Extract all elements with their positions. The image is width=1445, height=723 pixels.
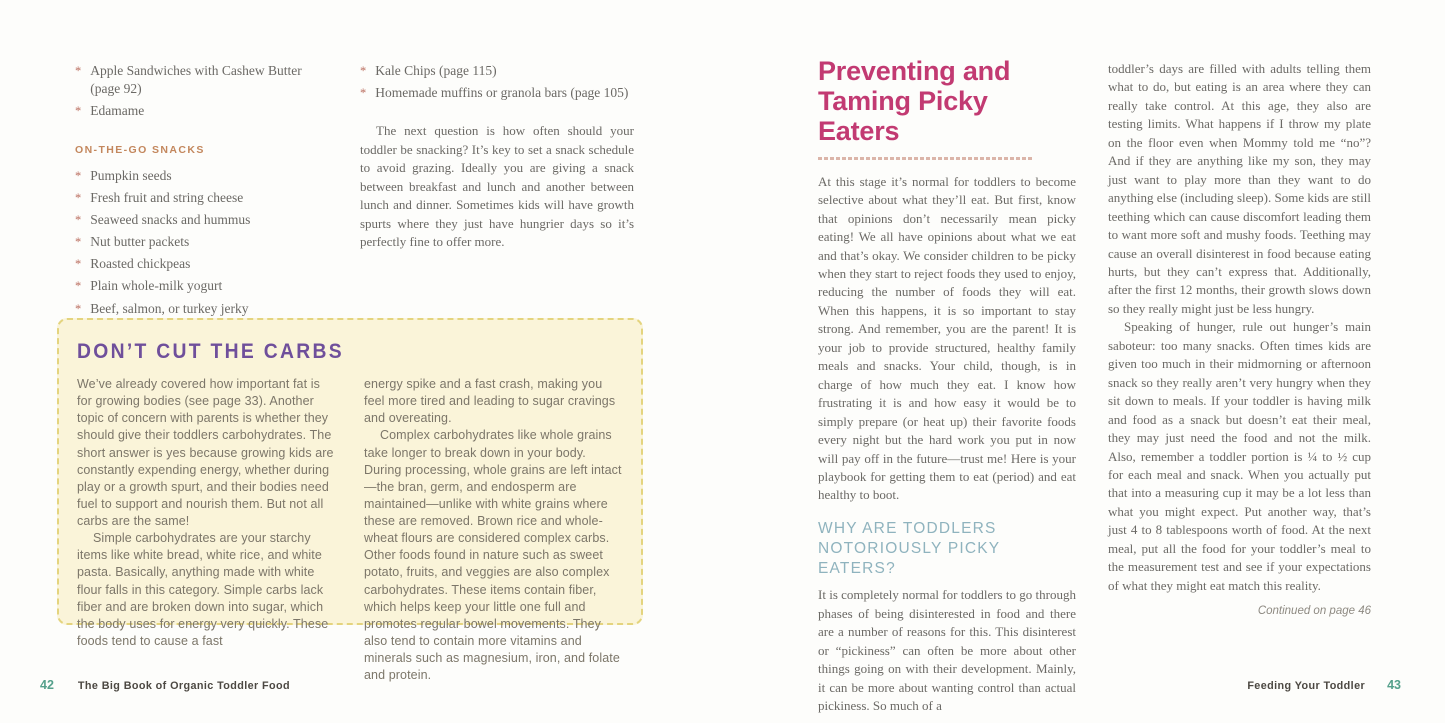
list-item [360, 62, 634, 80]
list-item-text: Apple Sandwiches with Cashew Butter (page 92) [90, 63, 302, 96]
left-page-number: 42 [40, 678, 54, 692]
carb-box-columns [77, 376, 623, 684]
carb-box-paragraph: Complex carbohydrates like whole grains take longer to break down in your body. During processing, whole grains are left intact—the bran, germ, and endosperm are maintained—unlike with white grains where these are removed. Brown rice and whole-wheat flours are considered complex carbs. Other foods found in nature such as sweet potato, fruits, and veggies are also complex carbohydrates. These items contain fiber, which helps keep your little one full and promotes regular bowel movements. They also tend to contain more vitamins and minerals such as magnesium, iron, and folate and protein. [364, 428, 622, 683]
list-item [360, 84, 634, 102]
continued-note: Continued on page 46 [1257, 605, 1371, 618]
asterisk-bullet-icon: * [360, 64, 367, 78]
list-item [75, 62, 333, 98]
section-heading [818, 56, 1076, 147]
right-page-column-1 [818, 56, 1076, 716]
carb-box-column-2 [364, 376, 623, 684]
asterisk-bullet-icon: * [75, 235, 82, 250]
list-item [75, 233, 333, 251]
list-item [75, 102, 333, 120]
list-item [75, 255, 333, 273]
hunger-snacks-paragraph: Speaking of hunger, rule out hunger’s main saboteur: too many snacks. Often times kids are given too much in their midmorning or afternoon snack so they really aren’t very hungry when they sit down to meals. If your toddler is having milk and food as a snack but doesn’t eat their meal, they may just need the food and not the milk. Also, remember a toddler portion is ¼ to ½ cup for each meal and snack. When you actually put that into a measuring cup it may be a lot less than what you might expect. Put another way, that’s just 4 to 8 tablespoons worth of food. At the next meal, put all the food for your toddler’s meal to the measurement test and see if your expectations of what they might eat match this reality. [1108, 319, 1371, 593]
left-page-column-1 [75, 62, 333, 322]
asterisk-bullet-icon: * [75, 64, 82, 78]
carb-box-title: DON’T CUT THE CARBS [77, 340, 344, 363]
list-item [75, 211, 333, 229]
asterisk-bullet-icon: * [75, 279, 82, 294]
right-page-footer [1247, 678, 1401, 692]
stitched-underline [818, 157, 1032, 160]
on-the-go-snacks-heading: ON-THE-GO SNACKS [75, 143, 205, 156]
asterisk-bullet-icon: * [75, 103, 82, 118]
section-heading-line-2: Taming Picky Eaters [818, 86, 988, 147]
asterisk-bullet-icon: * [75, 168, 82, 183]
asterisk-bullet-icon: * [75, 213, 82, 227]
toddler-control-paragraph: toddler’s days are filled with adults telling them what to do, but eating is an area where they can really take control. At this age, they also are testing limits. What happens if I throw my plate on the floor even when Mommy told me “no”? And if they are anything like my son, they may just want to play more than they want to do anything else (including sleep). Some kids are still teething which can cause discomfort leading them to want more soft and mushy foods. Teething may cause an overall disinterest in food because eating hurts, but they can’t express that. Additionally, after the first 12 months, their growth slows down so they really might just be less hungry. [1108, 61, 1371, 316]
carb-box-column-1 [77, 376, 336, 684]
carb-box-paragraph: Simple carbohydrates are your starchy items like white bread, white rice, and white pasta. Basically, anything made with white flour falls in this category. Simple carbs lack fiber and are broken down into sugar, which the body uses for energy very quickly. These foods tend to cause a fast [77, 531, 329, 648]
right-page-column-2 [1108, 60, 1371, 629]
dont-cut-the-carbs-sidebar [57, 318, 643, 683]
list-item-text: Kale Chips (page 115) [375, 63, 497, 78]
asterisk-bullet-icon: * [75, 257, 82, 272]
why-picky-paragraph: It is completely normal for toddlers to go through phases of being disinterested in food and there are a number of reasons for this. This disinterest or “pickiness” can often be more about other things going on with their development. Mainly, it can be more about wanting control than actual pickiness. So much of a [818, 587, 1076, 714]
list-item-text: Plain whole-milk yogurt [90, 278, 223, 294]
on-the-go-snacks-list [75, 167, 333, 318]
asterisk-bullet-icon: * [75, 190, 82, 205]
left-page-column-2 [360, 62, 634, 251]
carb-box-paragraph: energy spike and a fast crash, making you feel more tired and leading to sugar cravings and overeating. [364, 377, 616, 426]
carb-box-paragraph: We’ve already covered how important fat is for growing bodies (see page 33). Another topic of concern with parents is whether they should give their toddlers carbohydrates. The short answer is yes because growing kids are constantly expending energy, whether during play or a growth spurt, and their bodies need fuel to support and nourish them. But not all carbs are the same! [77, 377, 334, 528]
list-item [75, 277, 333, 295]
list-item-text: Nut butter packets [90, 234, 190, 250]
right-page-number: 43 [1387, 678, 1401, 692]
list-item [75, 189, 333, 207]
list-item-text: Fresh fruit and string cheese [90, 189, 244, 205]
list-item-text: Seaweed snacks and hummus [90, 212, 251, 227]
chapter-title-running-foot: Feeding Your Toddler [1247, 680, 1366, 692]
section-heading-line-1: Preventing and [818, 56, 1011, 86]
snack-ideas-list-continued [75, 62, 333, 120]
list-item [75, 300, 333, 318]
list-item-text: Homemade muffins or granola bars (page 105) [375, 85, 629, 101]
book-title-running-foot: The Big Book of Organic Toddler Food [77, 680, 291, 692]
list-item-text: Roasted chickpeas [90, 256, 191, 272]
snacking-frequency-paragraph: The next question is how often should your toddler be snacking? It’s key to set a snack schedule to avoid grazing. Ideally you are giving a snack between breakfast and lunch and another between lunch and dinner. Sometimes kids will have growth spurts where they just have hungrier days so it’s perfectly fine to offer more. [360, 123, 634, 249]
asterisk-bullet-icon: * [360, 86, 367, 101]
list-item-text: Edamame [90, 102, 145, 118]
list-item-text: Pumpkin seeds [90, 167, 172, 183]
why-picky-subheading: WHY ARE TODDLERS NOTORIOUSLY PICKY EATERS? [818, 519, 1001, 577]
asterisk-bullet-icon: * [75, 301, 82, 316]
snack-ideas-list-continued-2 [360, 62, 634, 102]
list-item-text: Beef, salmon, or turkey jerky [90, 300, 249, 316]
picky-eaters-intro-paragraph: At this stage it’s normal for toddlers to become selective about what they’ll eat. But first, know that opinions don’t necessarily mean picky eating! We all have opinions about what we eat and that’s okay. We consider children to be picky when they start to reject foods they used to enjoy, reducing the number of foods they will eat. When this happens, it is so important to stay strong. And remember, you are the parent! It is your job to provide structured, healthy family meals and snacks. Your child, though, is in charge of how much they eat. I know how frustrating it is and how easy it would be to simply prepare (or heat up) their favorite foods every night but the hard work you put in now will pay off in the future—trust me! Here is your playbook for getting them to eat (period) and eat healthy to boot. [818, 173, 1076, 503]
list-item [75, 167, 333, 185]
left-page-footer [40, 678, 290, 692]
